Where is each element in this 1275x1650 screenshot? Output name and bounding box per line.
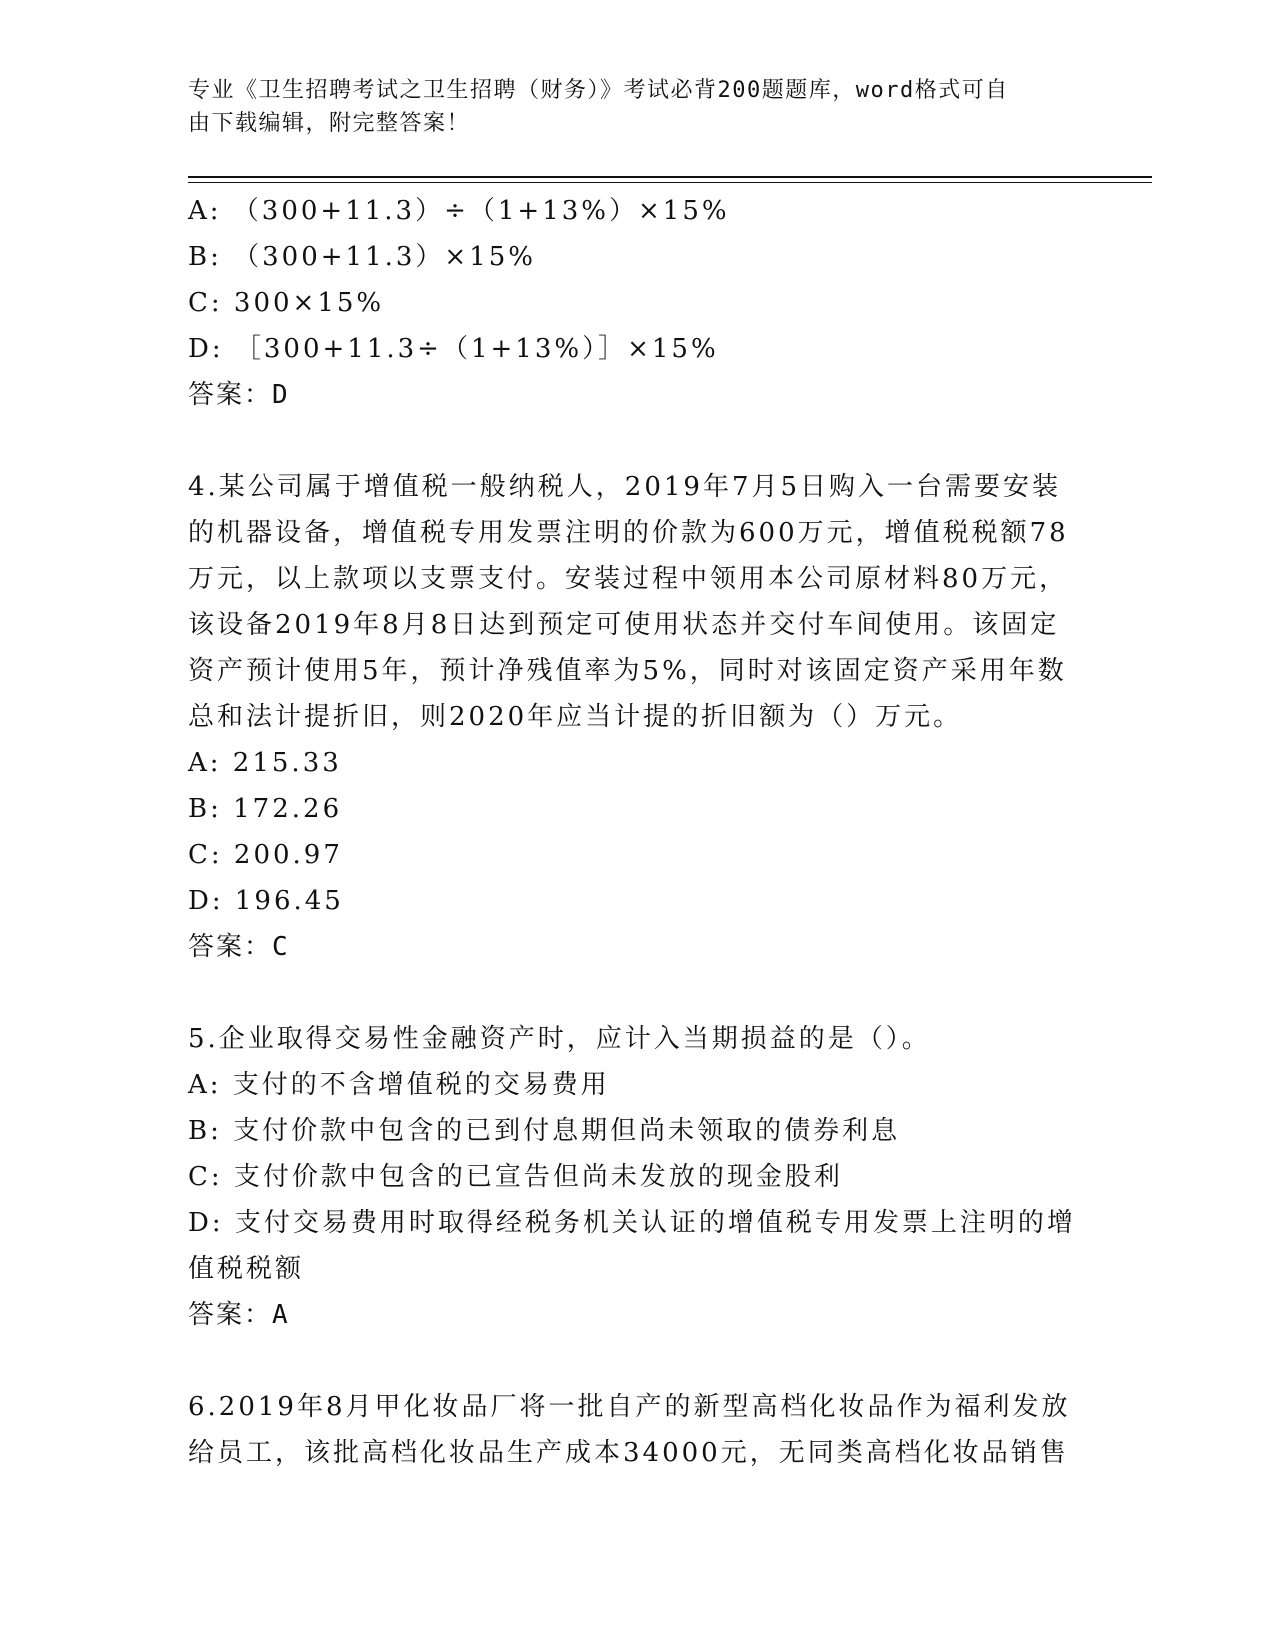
option-c: C: 支付价款中包含的已宣告但尚未发放的现金股利 — [188, 1162, 843, 1192]
option-d-continued: 值税税额 — [188, 1254, 305, 1284]
spacer — [188, 970, 1088, 1016]
answer-line: 答案：C — [188, 932, 290, 962]
answer-line: 答案：A — [188, 1300, 290, 1330]
option-d: D: ［300+11.3÷（1+13%）］×15% — [188, 334, 719, 364]
header-line-1: 专业《卫生招聘考试之卫生招聘（财务）》考试必背200题题库，word格式可自 — [188, 78, 1009, 103]
option-b: B: 172.26 — [188, 794, 343, 824]
header-line-2: 由下载编辑，附完整答案！ — [188, 111, 471, 136]
question-text-line: 4.某公司属于增值税一般纳税人，2019年7月5日购入一台需要安装 — [188, 472, 1062, 502]
question-text-line: 万元，以上款项以支票支付。安装过程中领用本公司原材料80万元， — [188, 564, 1069, 594]
question-text-line: 该设备2019年8月8日达到预定可使用状态并交付车间使用。该固定 — [188, 610, 1060, 640]
option-d: D: 支付交易费用时取得经税务机关认证的增值税专用发票上注明的增 — [188, 1208, 1076, 1238]
option-a: A: 支付的不含增值税的交易费用 — [188, 1070, 610, 1100]
option-d: D: 196.45 — [188, 886, 344, 916]
question-text-line: 6.2019年8月甲化妆品厂将一批自产的新型高档化妆品作为福利发放 — [188, 1392, 1071, 1422]
question-block — [188, 464, 1088, 970]
spacer — [188, 418, 1088, 464]
question-block — [188, 188, 1088, 418]
question-block — [188, 1384, 1088, 1476]
answer-line: 答案：D — [188, 380, 290, 410]
option-a: A: （300+11.3）÷（1+13%）×15% — [188, 196, 730, 226]
question-text-line: 的机器设备，增值税专用发票注明的价款为600万元，增值税税额78 — [188, 518, 1069, 548]
document-header — [188, 74, 1068, 140]
spacer — [188, 1338, 1088, 1384]
question-text-line: 总和法计提折旧，则2020年应当计提的折旧额为（）万元。 — [188, 702, 963, 732]
option-c: C: 200.97 — [188, 840, 343, 870]
question-text-line: 5.企业取得交易性金融资产时，应计入当期损益的是（）。 — [188, 1024, 931, 1054]
option-c: C: 300×15% — [188, 288, 385, 318]
option-a: A: 215.33 — [188, 748, 342, 778]
document-body — [188, 188, 1088, 1476]
header-rule-thick — [188, 176, 1152, 178]
option-b: B: （300+11.3）×15% — [188, 242, 537, 272]
header-rule-thin — [188, 182, 1152, 183]
question-block — [188, 1016, 1088, 1338]
question-text-line: 资产预计使用5年，预计净残值率为5%，同时对该固定资产采用年数 — [188, 656, 1067, 686]
option-b: B: 支付价款中包含的已到付息期但尚未领取的债券利息 — [188, 1116, 901, 1146]
question-text-line: 给员工，该批高档化妆品生产成本34000元，无同类高档化妆品销售 — [188, 1438, 1069, 1468]
